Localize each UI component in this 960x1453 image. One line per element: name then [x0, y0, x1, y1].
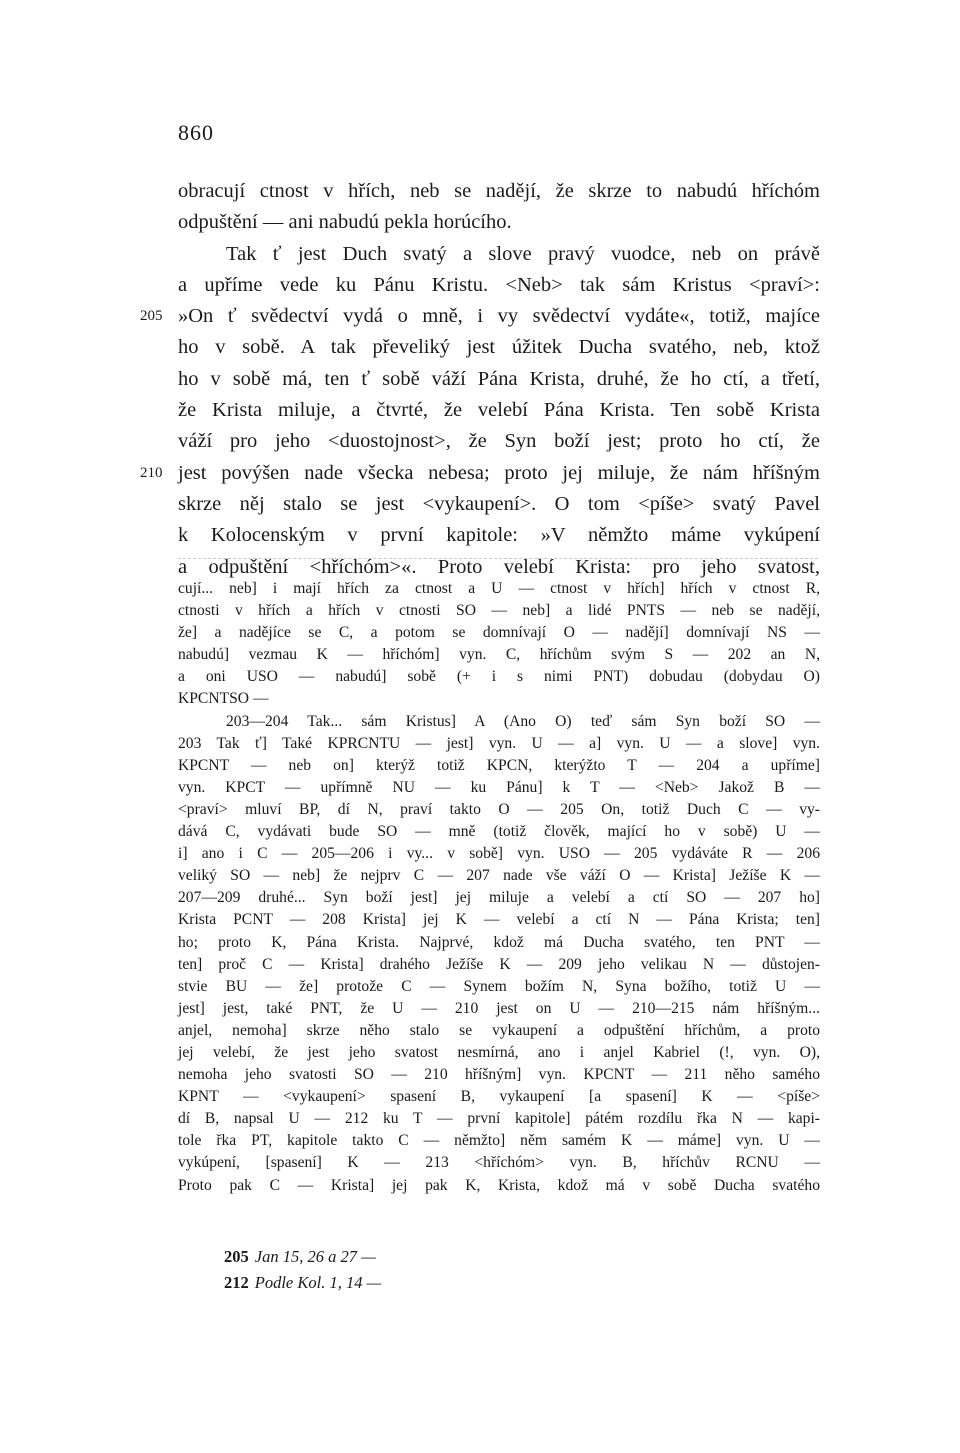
main-line: 205 »On ť svědectví vydá o mně, i vy svědectví vydáte«, totiž, majíce — [178, 301, 820, 332]
main-text — [140, 176, 820, 583]
apparatus-line: vyn. KPCT — upřímně NU — ku Pánu] k T — <Neb> Jakož B — — [178, 778, 820, 796]
main-line: váží pro jeho <duostojnost>, že Syn boží jest; proto ho ctí, že — [178, 430, 820, 453]
note-number: 212 — [224, 1273, 249, 1292]
source-note — [224, 1244, 524, 1270]
apparatus-line: dí B, napsal U — 212 ku T — první kapitole] pátém rozdílu řka N — kapi- — [178, 1110, 820, 1128]
main-line: 210 jest povýšen nade všecka nebesa; proto jej miluje, že nám hříšným — [178, 458, 820, 489]
apparatus-line: Krista PCNT — 208 Krista] jej K — velebí a ctí N — Pána Krista; ten] — [178, 911, 820, 929]
apparatus-line: dává C, vydávati bude SO — mně (totiž člověk, mající ho v sobě) U — — [178, 823, 820, 841]
line-number: 210 — [140, 464, 163, 481]
line-number: 205 — [140, 308, 163, 325]
page-number: 860 — [178, 120, 214, 145]
apparatus-line: jest] jest, také PNT, že U — 210 jest on U — 210—215 nám hříšným... — [178, 999, 820, 1017]
main-line: že Krista miluje, a čtvrté, že velebí Pána Krista. Ten sobě Krista — [178, 399, 820, 422]
apparatus-line: i] ano i C — 205—206 i vy... v sobě] vyn. USO — 205 vydáváte R — 206 — [178, 845, 820, 863]
apparatus-line: ctnosti v hřích a hřích v ctnosti SO — neb] a lidé PNTS — neb se nadějí, — [178, 602, 820, 620]
apparatus-line: ho; proto K, Pána Krista. Najprvé, kdož má Ducha svatého, ten PNT — — [178, 933, 820, 951]
apparatus-line: KPCNT — neb on] kterýž totiž KPCN, kterýžto T — 204 a upříme] — [178, 756, 820, 774]
main-line: k Kolocenským v první kapitole: »V němžto máme vykúpení — [178, 524, 820, 547]
main-line: skrze něj stalo se jest <vykaupení>. O tom <píše> svatý Pavel — [178, 492, 820, 515]
apparatus-line: KPNT — <vykaupení> spasení B, vykaupení [a spasení] K — <píše> — [178, 1088, 820, 1106]
apparatus-line: jej velebí, že jest jeho svatost nesmírná, ano i anjel Kabriel (!, vyn. O), — [178, 1043, 820, 1061]
main-line: Tak ť jest Duch svatý a slove pravý vuodce, neb on právě — [226, 242, 820, 265]
apparatus-line: veliký SO — neb] že nejprv C — 207 nade vše váží O — Krista] Ježíše K — — [178, 867, 820, 885]
apparatus-line: tole řka PT, kapitole takto C — němžto] něm samém K — máme] vyn. U — — [178, 1132, 820, 1150]
apparatus-line: Proto pak C — Krista] jej pak K, Krista, kdož má v sobě Ducha svatého — [178, 1176, 820, 1194]
apparatus-line: nemoha jeho svatosti SO — 210 hříšným] vyn. KPCNT — 211 něho samého — [178, 1066, 820, 1084]
note-text: Podle Kol. 1, 14 — — [254, 1273, 382, 1292]
apparatus-line: 207—209 druhé... Syn boží jest] jej miluje a velebí a ctí SO — 207 ho] — [178, 889, 820, 907]
apparatus-line: <praví> mluví BP, dí N, praví takto O — 205 On, totiž Duch C — vy- — [178, 800, 820, 818]
apparatus-line: cují... neb] i mají hřích za ctnost a U — ctnost v hřích] hřích v ctnost R, — [178, 580, 820, 597]
apparatus-line: ten] proč C — Krista] drahého Ježíše K — 209 jeho velikau N — důstojen- — [178, 955, 820, 973]
apparatus-line: a oni USO — nabudú] sobě (+ i s nimi PNT) dobudau (dobydau O) — [178, 668, 820, 686]
note-number: 205 — [224, 1247, 249, 1266]
main-line: ho v sobě má, ten ť sobě váží Pána Krista, druhé, že ho ctí, a třetí, — [178, 367, 820, 390]
main-line: ho v sobě. A tak převeliký jest úžitek Ducha svatého, neb, ktož — [178, 336, 820, 359]
apparatus-line: 203—204 Tak... sám Kristus] A (Ano O) teď sám Syn boží SO — — [226, 712, 820, 730]
apparatus-line: vykúpení, [spasení] K — 213 <hříchóm> vyn. B, hříchův RCNU — — [178, 1154, 820, 1172]
source-note — [224, 1270, 524, 1296]
critical-apparatus — [178, 578, 820, 1197]
note-text: Jan 15, 26 a 27 — — [254, 1247, 376, 1266]
apparatus-line: nabudú] vezmau K — hříchóm] vyn. C, hříchům svým S — 202 an N, — [178, 646, 820, 664]
apparatus-line: anjel, nemoha] skrze něho stalo se vykaupení a odpuštění hříchům, a proto — [178, 1021, 820, 1039]
main-line: obracují ctnost v hřích, neb se nadějí, že skrze to nabudú hříchóm — [178, 180, 820, 202]
main-line: odpuštění — ani nabudú pekla horúcího. — [178, 211, 512, 234]
source-notes — [224, 1244, 524, 1296]
main-line: a upříme vede ku Pánu Kristu. <Neb> tak sám Kristus <praví>: — [178, 273, 820, 296]
apparatus-separator — [178, 558, 818, 559]
apparatus-line: 203 Tak ť] Také KPRCNTU — jest] vyn. U — a] vyn. U — a slove] vyn. — [178, 734, 820, 752]
apparatus-line: stvie BU — že] protože C — Synem božím N, Syna božího, totiž U — — [178, 977, 820, 995]
main-line: a odpuštění <hříchóm>«. Proto velebí Krista: pro jeho svatost, — [178, 555, 820, 578]
apparatus-line: KPCNTSO — — [178, 690, 269, 708]
apparatus-line: že] a nadějíce se C, a potom se domnívají O — nadějí] domnívají NS — — [178, 624, 820, 642]
